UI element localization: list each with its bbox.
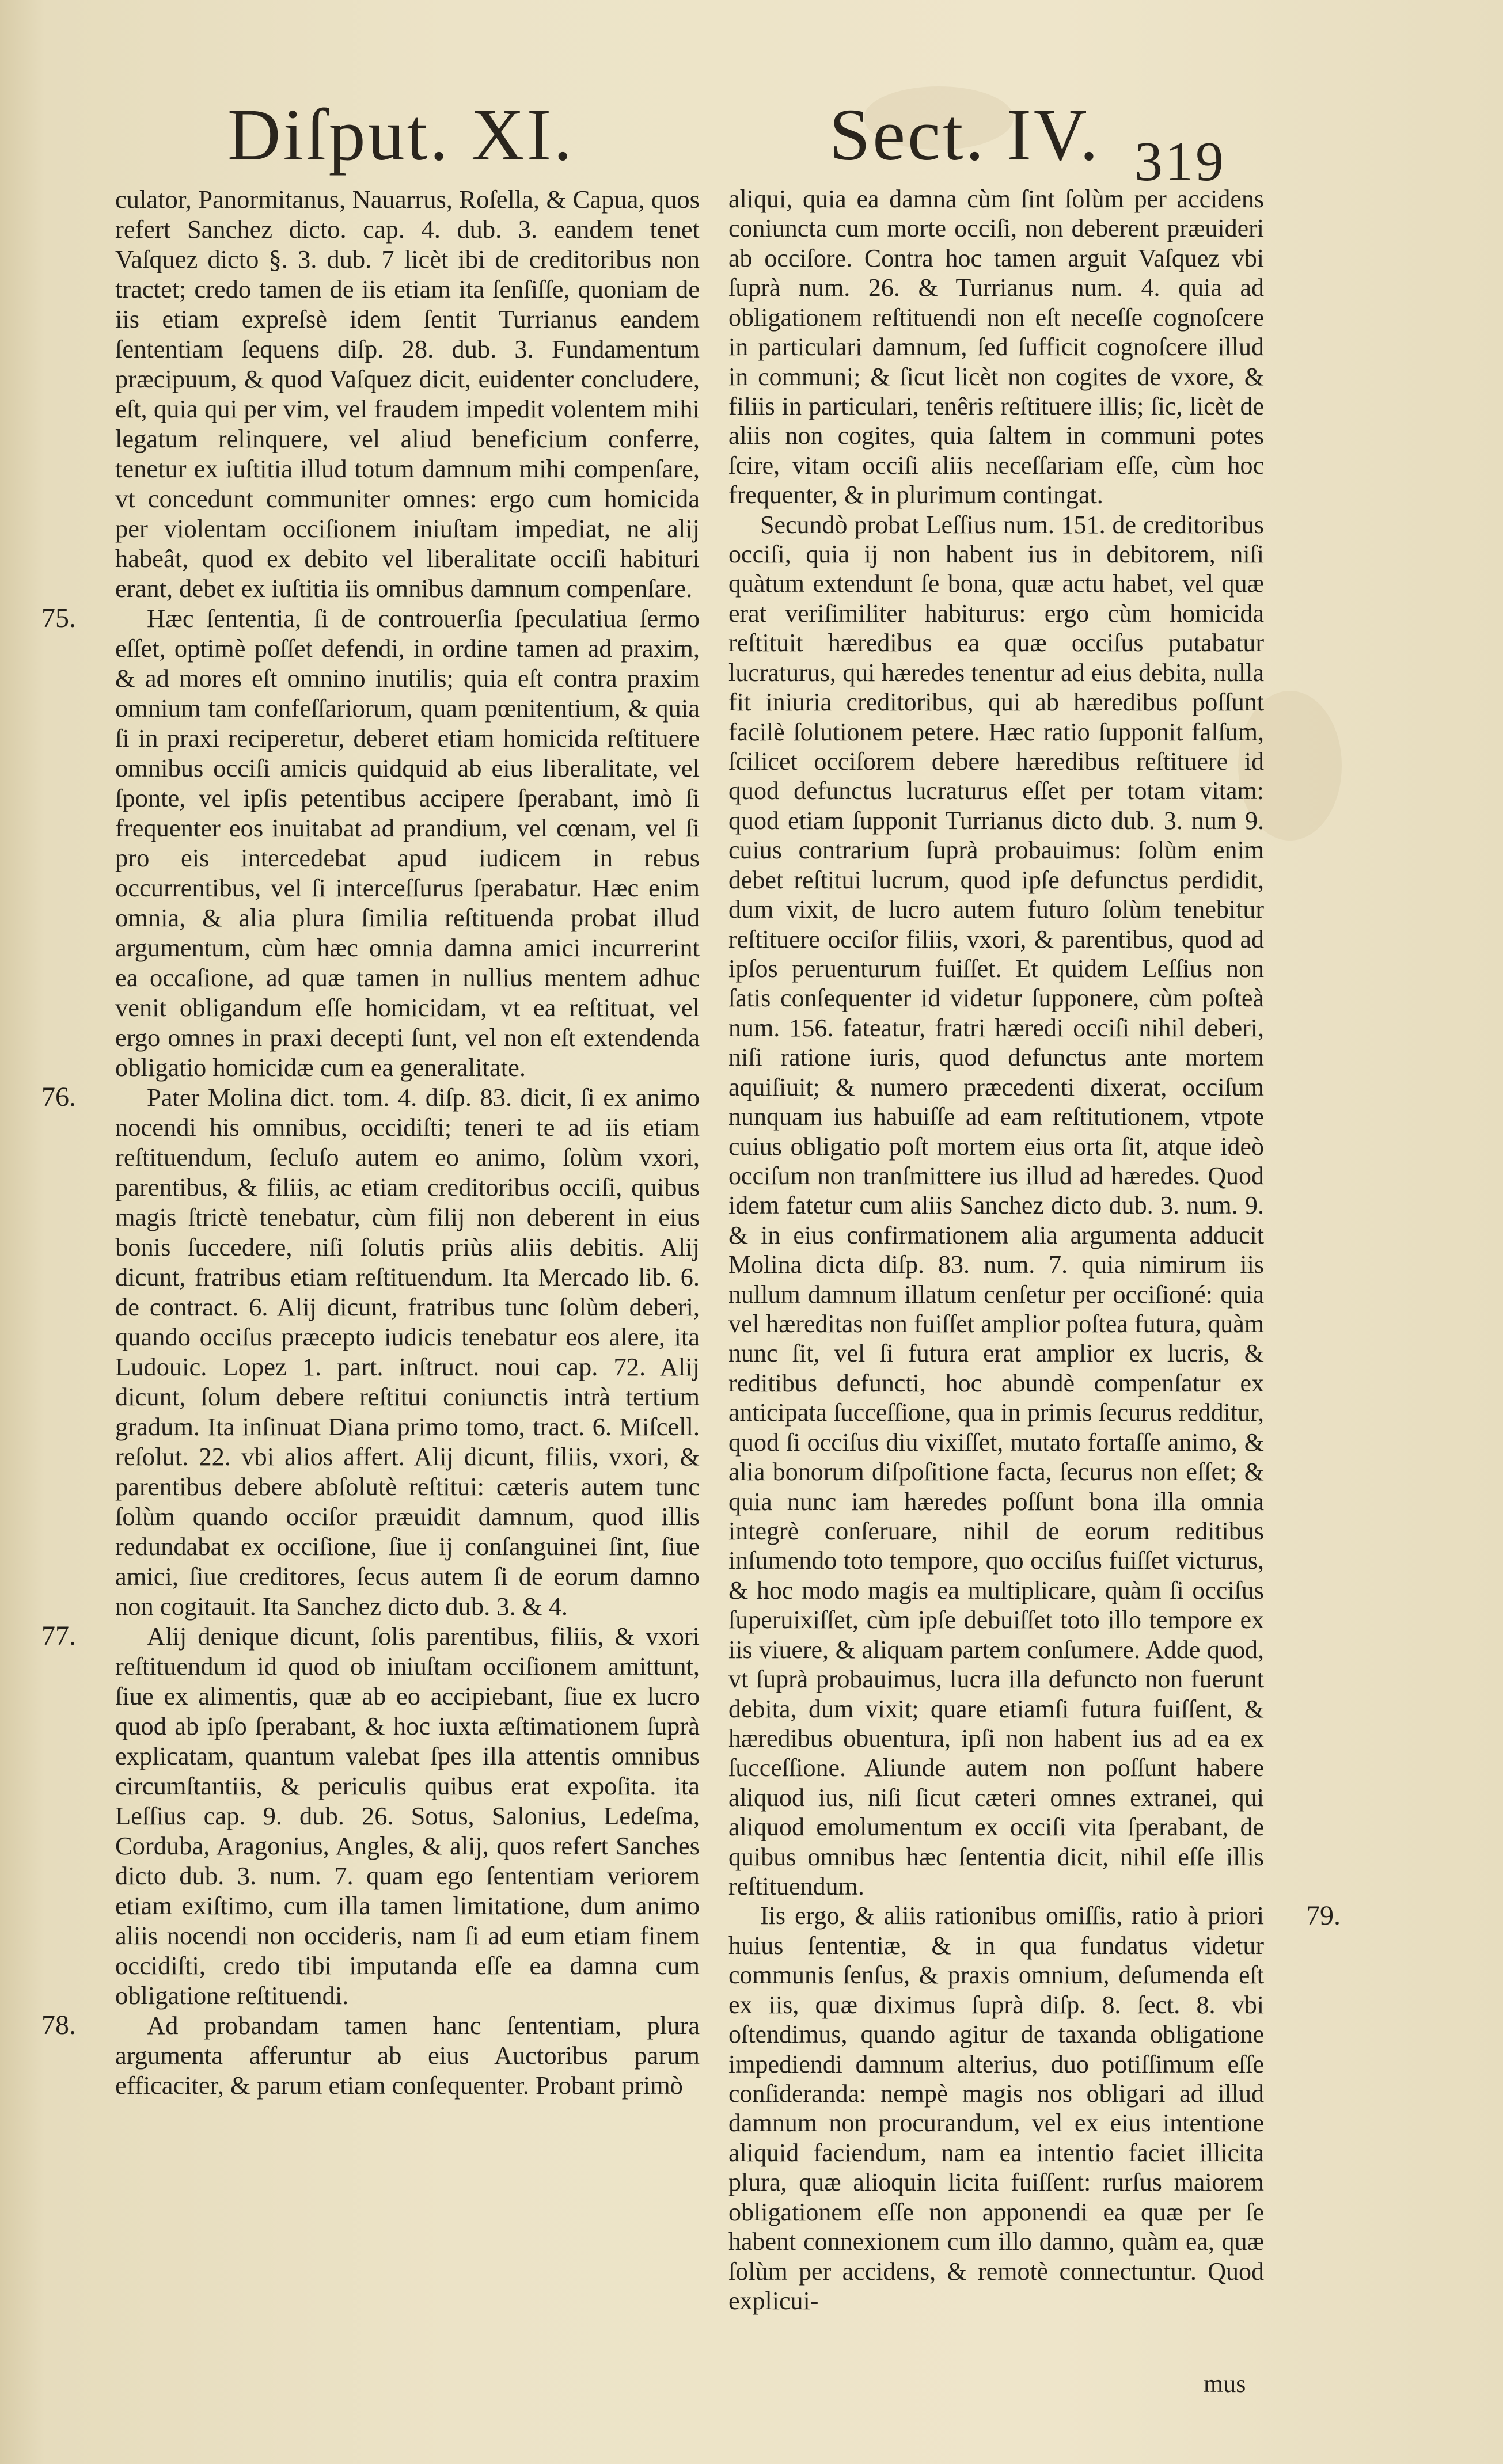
paragraph — [41, 603, 700, 1082]
paragraph-text: Alij denique dicunt, ſolis parentibus, filiis, & vxori reſtituendum id quod ob iniuſtam occiſionem amittunt, ſiue ex alimentis, quæ ab eo accipiebant, ſiue ex lucro quod ab ipſo ſperabant, & hoc iuxta æſtimationem ſuprà explicatam, quantum valebat ſpes illa attentis omnibus circumſtantiis, & periculis quibus erat expoſita. ita Leſſius cap. 9. dub. 26. Sotus, Salonius, Ledeſma, Corduba, Aragonius, Angles, & alij, quos refert Sanches dicto dub. 3. num. 7. quam ego ſententiam veriorem etiam exiſtimo, cum illa tamen limitatione, dum animo aliis nocendi non occideris, nam ſi ad eum etiam finem occidiſti, credo tibi imputanda eſſe ea damna cum obligatione reſtituendi. — [115, 1622, 700, 2010]
right-column — [728, 184, 1341, 2315]
left-column — [41, 184, 700, 2100]
paragraph-number: 76. — [41, 1082, 76, 1112]
running-head-right: Sect. IV. — [829, 94, 1100, 176]
paragraph-text: Secundò probat Leſſius num. 151. de creditoribus occiſi, quia ij non habent ius in debitorem, niſi quàtum extendunt ſe bona, quæ actu habet, vel quæ erat veriſimiliter habiturus: ergo cùm homicida reſtituit hæredibus ea quæ occiſus putabatur lucraturus, qui hæredes tenentur ad eius debita, nulla fit iniuria creditoribus, qui ab hæredibus poſſunt facilè ſolutionem petere. Hæc ratio ſupponit falſum, ſcilicet occiſorem debere hæredibus reſtituere id quod defunctus lucraturus eſſet per totam vitam: quod etiam ſupponit Turrianus dicto dub. 3. num 9. cuius contrarium ſuprà probauimus: ſolùm enim debet reſtitui lucrum, quod ipſe defunctus perdidit, dum vixit, de lucro autem futuro ſolùm tenebitur reſtituere occiſor filiis, vxori, & parentibus, quod ad ipſos peruenturum fuiſſet. Et quidem Leſſius non ſatis conſequenter id videtur ſupponere, cùm poſteà num. 156. fateatur, fratri hæredi occiſi nihil deberi, niſi ratione iuris, quod defunctus ante mortem aquiſiuit; & numero præcedenti dixerat, occiſum nunquam ius habuiſſe ad eam reſtitutionem, vtpote cuius obligatio poſt mortem eius orta ſit, atque ideò occiſum non tranſmittere ius illud ad hæredes. Quod idem fatetur cum aliis Sanchez dicto dub. 3. num. 9. & in eius confirmationem alia argumenta adducit Molina dicta diſp. 83. num. 7. quia nimirum iis nullum damnum illatum cenſetur per occiſioné: quia vel hæreditas non fuiſſet amplior poſtea futura, quàm nunc ſit, vel ſi futura erat amplior ex lucris, & reditibus defuncti, hoc abundè compenſatur ex anticipata ſucceſſione, qua in primis ſecurus redditur, quod ſi occiſus diu vixiſſet, mutato fortaſſe animo, & alia bonorum diſpoſitione facta, ſecurus non eſſet; & quia nunc iam hæredes poſſunt bona illa omnia integrè conſeruare, nihil de eorum reditibus inſumendo toto tempore, quo occiſus fuiſſet victurus, & hoc modo magis ea multiplicare, quàm ſi occiſus ſuperuixiſſet, cùm ipſe debuiſſet toto illo tempore ex iis viuere, & aliquam partem conſumere. Adde quod, vt ſuprà probauimus, lucra illa defuncto non fuerunt debita, dum vixit; quare etiamſi futura fuiſſent, & hæredibus obuentura, ipſi non habent ius ad ea ex ſucceſſione. Aliunde autem non poſſunt habere aliquod ius, niſi ſicut cæteri omnes extranei, qui aliquod emolumentum ex occiſi vita ſperabant, de quibus omnibus hæc ſententia dicit, nihil eſſe illis reſtituendum. — [728, 510, 1264, 1901]
paragraph-text: Hæc ſententia, ſi de controuerſia ſpeculatiua ſermo eſſet, optimè poſſet defendi, in ordine tamen ad praxim, & ad mores eſt omnino inutilis; quia eſt contra praxim omnium tam confeſſariorum, quam pœnitentium, & quia ſi in praxi reciperetur, deberet etiam homicida reſtituere omnibus occiſi amicis quidquid ab eius liberalitate, vel ſponte, vel ipſis petentibus accipere ſperabant, imò ſi frequenter eos inuitabat ad prandium, vel cœnam, vel ſi pro eis intercedebat apud iudicem in rebus occurrentibus, vel ſi interceſſurus ſperabatur. Hæc enim omnia, & alia plura ſimilia reſtituenda probat illud argumentum, cùm hæc omnia damna amici incurrerint ea occaſione, ad quæ tamen in nullius mentem adhuc venit obligandum eſſe homicidam, vt ea reſtituat, vel ergo omnes in praxi decepti ſunt, vel non eſt extendenda obligatio homicidæ cum ea generalitate. — [115, 604, 700, 1082]
page-number: 319 — [1134, 131, 1226, 193]
paragraph-number: 75. — [41, 603, 76, 633]
paragraph — [41, 1621, 700, 2010]
catchword: mus — [1204, 2370, 1246, 2398]
paragraph — [115, 184, 700, 603]
paragraph — [41, 2010, 700, 2100]
paragraph — [728, 184, 1264, 510]
paragraph-text: Iis ergo, & aliis rationibus omiſſis, ratio à priori huius ſententiæ, & in qua fundatus videtur communis ſenſus, & praxis omnium, deſumenda eſt ex iis, quæ diximus ſuprà diſp. 8. ſect. 8. vbi oſtendimus, quando agitur de taxanda obligatione impediendi damnum alterius, duo potiſſimum eſſe conſideranda: nempè magis nos obligari ad illud damnum non procurandum, vel ex eius intentione aliquid faciendum, nam ea intentio faciet illicita plura, quæ alioquin licita fuiſſent: rurſus maiorem obligationem eſſe non apponendi ea quæ per ſe habent connexionem cum illo damno, quàm ea, quæ ſolùm per accidens, & remotè connectuntur. Quod explicui- — [728, 1902, 1264, 2315]
paragraph-number: 79. — [1306, 1900, 1341, 1931]
paragraph-text: aliqui, quia ea damna cùm ſint ſolùm per accidens coniuncta cum morte occiſi, non deberent præuideri ab occiſore. Contra hoc tamen arguit Vaſquez vbi ſuprà num. 26. & Turrianus num. 4. quia ad obligationem reſtituendi non eſt neceſſe cognoſcere in particulari damnum, ſed ſufficit cognoſcere illud in communi; & ſicut licèt non cogites de vxore, & filiis in particulari, tenêris reſtituere illis; ſic, licèt de aliis non cogites, quia ſaltem in communi potes ſcire, vitam occiſi aliis neceſſariam eſſe, cùm hoc frequenter, & in plurimum contingat. — [728, 185, 1264, 509]
paragraph — [41, 1082, 700, 1621]
paragraph-text: culator, Panormitanus, Nauarrus, Roſella, & Capua, quos refert Sanchez dicto. cap. 4. dub. 3. eandem tenet Vaſquez dicto §. 3. dub. 7 licèt ibi de creditoribus non tractet; credo tamen de iis etiam ita ſenſiſſe, quoniam de iis etiam expreſsè idem ſentit Turrianus eandem ſententiam ſequens diſp. 28. dub. 3. Fundamentum præcipuum, & quod Vaſquez dicit, euidenter concludere, eſt, quia qui per vim, vel fraudem impedit volentem mihi legatum relinquere, vel aliud beneficium conferre, tenetur ex iuſtitia illud totum damnum mihi compenſare, vt concedunt communiter omnes: ergo cum homicida per violentam occiſionem iniuſtam impediat, ne alij habeât, quod ex debito vel liberalitate occiſi habituri erant, debet ex iuſtitia iis omnibus damnum compenſare. — [115, 185, 700, 603]
paragraph — [728, 510, 1264, 1902]
paragraph-text: Ad probandam tamen hanc ſententiam, plura argumenta afferuntur ab eius Auctoribus parum efficaciter, & parum etiam conſequenter. Probant primò — [115, 2011, 700, 2100]
running-head-left: Diſput. XI. — [227, 94, 575, 176]
paragraph-number: 77. — [41, 1621, 76, 1651]
paragraph — [728, 1900, 1341, 2315]
paragraph-text: Pater Molina dict. tom. 4. diſp. 83. dicit, ſi ex animo nocendi his omnibus, occidiſti; teneri te ad iis etiam reſtituendum, ſecluſo autem eo animo, ſolùm vxori, parentibus, & filiis, ac etiam creditoribus occiſi, quibus magis ſtrictè tenebatur, cùm filij non deberent in eius bonis ſuccedere, niſi ſolutis priùs aliis debitis. Alij dicunt, fratribus etiam reſtituendum. Ita Mercado lib. 6. de contract. 6. Alij dicunt, fratribus tunc ſolùm deberi, quando occiſus præcepto iudicis tenebatur eos alere, ita Ludouic. Lopez 1. part. inſtruct. noui cap. 72. Alij dicunt, ſolum debere reſtitui coniunctis intrà tertium gradum. Ita inſinuat Diana primo tomo, tract. 6. Miſcell. reſolut. 22. vbi alios affert. Alij dicunt, filiis, vxori, & parentibus debere abſolutè reſtitui: cæteris autem tunc ſolùm quando occiſor præuidit damnum, quod illis redundabat ex occiſione, ſiue ij conſanguinei ſint, ſiue amici, ſiue creditores, ſecus autem ſi de eorum damno non cogitauit. Ita Sanchez dicto dub. 3. & 4. — [115, 1083, 700, 1621]
paragraph-number: 78. — [41, 2010, 76, 2040]
